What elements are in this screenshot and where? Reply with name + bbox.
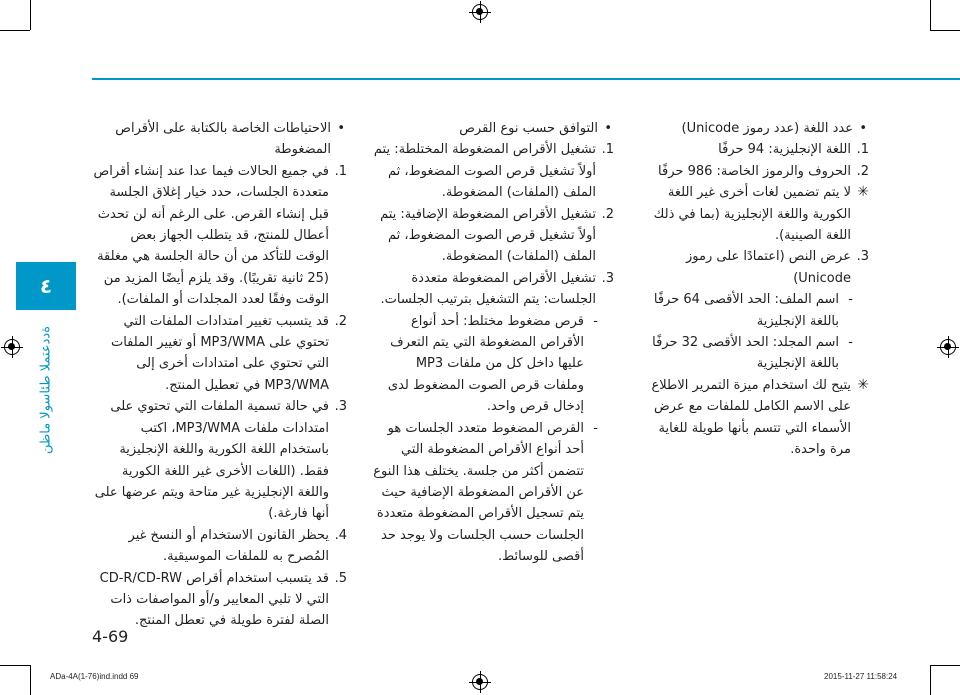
crop-mark — [0, 665, 30, 666]
bullet-heading: • عدد اللغة (عدد رموز Unicode) — [643, 118, 869, 139]
dash-item: - اسم الملف: الحد الأقصى 64 حرفًا باللغة الإنجليزية — [643, 289, 869, 332]
list-item: .1 تشغيل الأقراص المضغوطة المختلطة: يتم أولاً تشغيل قرص الصوت المضغوط، ثم الملف (الملفات) المضغوطة. — [373, 142, 614, 201]
note: ✳ يتيح لك استخدام ميزة التمرير الاطلاع على الاسم الكامل للملفات مع عرض الأسماء التي تتسم بأنها طويلة للغاية مرة واحدة. — [651, 376, 869, 458]
crop-mark — [30, 665, 31, 695]
crop-mark — [30, 0, 31, 30]
list-item: .4 يحظر القانون الاستخدام أو النسخ غير المُصرح به للملفات الموسيقية. — [128, 527, 347, 565]
chapter-title: ةددعتملا طئاسولا ماظن — [38, 325, 54, 455]
bullet-heading: • التوافق حسب نوع القرص — [372, 118, 614, 139]
registration-mark-icon — [940, 339, 956, 355]
list-item: .3 عرض النص (اعتمادًا على رموز Unicode) — [686, 249, 869, 286]
footer-filename: ADa-4A(1-76)ind.indd 69 — [50, 672, 139, 681]
left-column — [93, 118, 347, 632]
note: ✳ لا يتم تضمين لغات أخرى غير اللغة الكورية واللغة الإنجليزية (بما في ذلك اللغة الصينية). — [653, 184, 869, 244]
list-item: .2 قد يتسبب تغيير امتدادات الملفات التي تحتوي على MP3/WMA أو تغيير الملفات التي تحتوي على امتدادات أخرى إلى MP3/WMA في تعطيل المنتج. — [110, 313, 347, 393]
chapter-number: ٤ — [39, 274, 53, 298]
crop-mark — [930, 30, 960, 31]
list-item: .3 تشغيل الأقراص المضغوطة متعددة الجلسات: يتم التشغيل بترتيب الجلسات. — [380, 270, 614, 308]
dash-item: - القرص المضغوط متعدد الجلسات هو أحد أنواع الأقراص المضغوطة التي تتضمن أكثر من جلسة. يختلف هذا النوع عن الأقراص المضغوطة الإضافية حيث يتم تسجيل الأقراص المضغوطة متعددة الجلسات حسب الجلسات ولا يوجد حد أقصى للوسائط. — [372, 418, 614, 568]
list-item: .1 اللغة الإنجليزية: 94 حرفًا — [718, 142, 869, 158]
dash-item: - قرص مضغوط مختلط: أحد أنواع الأقراص المضغوطة التي يتم التعرف عليها داخل كل من ملفات MP3 وملفات قرص الصوت المضغوط لدى إدخال قرص واحد. — [372, 311, 614, 418]
right-column — [643, 118, 869, 461]
crop-mark — [930, 0, 931, 30]
middle-column — [372, 118, 614, 568]
footer-timestamp: 2015-11-27 11:58:24 — [824, 672, 898, 681]
list-item: .1 في جميع الحالات فيما عدا عند إنشاء أقراص متعددة الجلسات، حدد خيار إغلاق الجلسة قبل إنشاء القرص. على الرغم أنه لن تحدث أعطال للمنتج، قد يتطلب الجهاز بعض الوقت للتأكد من أن حالة الجلسة هي مغلقة (25 ثانية تقريبًا). وقد يلزم أيضًا المزيد من الوقت وفقًا لعدد المجلدات أو الملفات). — [93, 163, 347, 308]
page-number: 4-69 — [92, 627, 129, 646]
list-item: .3 في حالة تسمية الملفات التي تحتوي على امتدادات ملفات MP3/WMA، اكتب باستخدام اللغة الكورية واللغة الإنجليزية فقط. (اللغات الأخرى غير اللغة الكورية واللغة الإنجليزية غير متاحة ويتم عرضها على أنها فارغة.) — [94, 399, 347, 522]
crop-mark — [930, 665, 960, 666]
list-item: .5 قد يتسبب استخدام أقراص CD-R/CD-RW التي لا تلبي المعايير و/أو المواصفات ذات الصلة لفترة طويلة في تعطل المنتج. — [99, 570, 347, 629]
list-item: .2 تشغيل الأقراص المضغوطة الإضافية: يتم أولاً تشغيل قرص الصوت المضغوط، ثم الملف (الملفات) المضغوطة. — [380, 206, 614, 265]
note-star-icon: ✳ — [857, 184, 869, 201]
bullet-heading: • الاحتياطات الخاصة بالكتابة على الأقراص المضغوطة — [93, 118, 347, 161]
header-rule — [92, 78, 960, 80]
crop-mark — [0, 30, 30, 31]
list-item: .2 الحروف والرموز الخاصة: 986 حرفًا — [658, 163, 869, 179]
registration-mark-icon — [472, 4, 488, 20]
registration-mark-icon — [472, 674, 488, 690]
crop-mark — [930, 665, 931, 695]
note-star-icon: ✳ — [857, 376, 869, 393]
dash-item: - اسم المجلد: الحد الأقصى 32 حرفًا باللغة الإنجليزية — [643, 332, 869, 375]
chapter-tab — [16, 262, 76, 310]
